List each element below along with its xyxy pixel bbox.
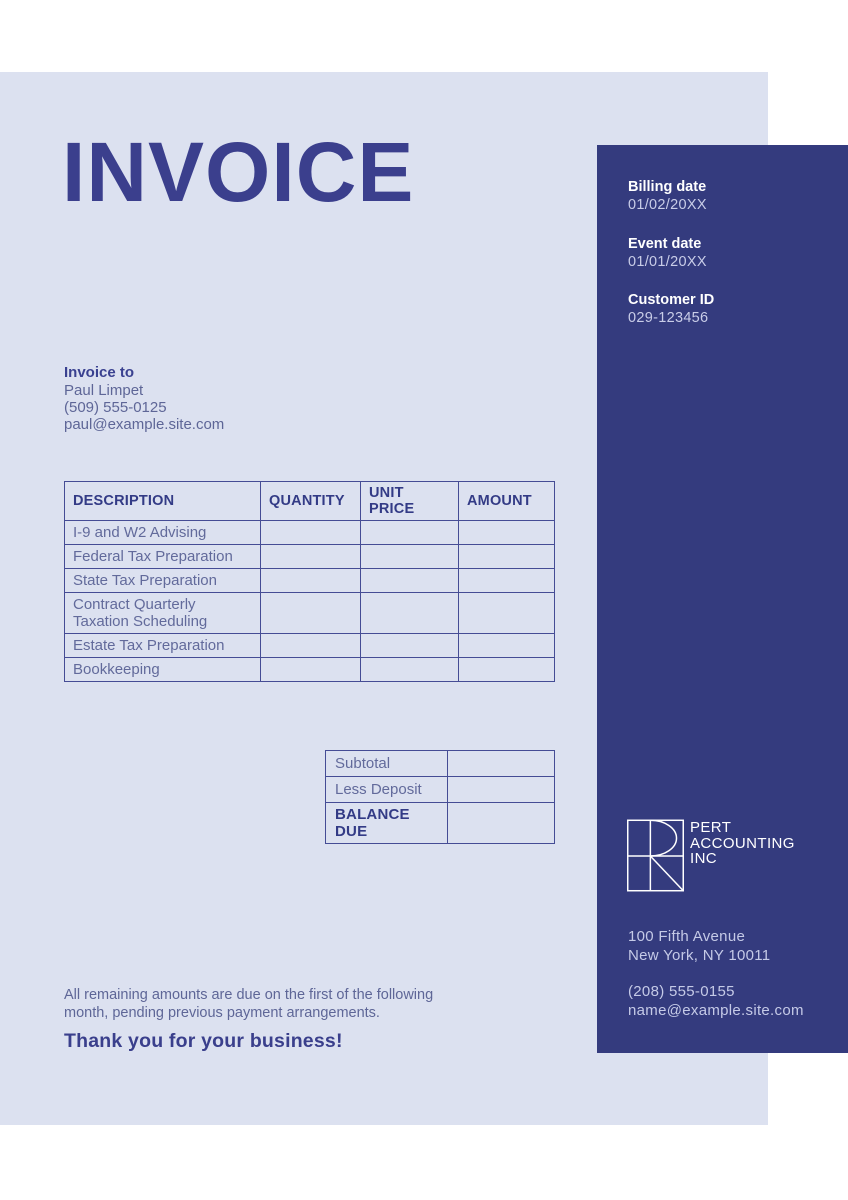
cell-description: Federal Tax Preparation [65,545,261,569]
column-header-unit-price: UNIT PRICE [361,482,459,521]
line-items-header-row [65,482,555,521]
balance-due-value [448,803,555,844]
cell-quantity [261,569,361,593]
company-name-line1: PERT [690,819,732,836]
table-row [65,569,555,593]
cell-unit-price [361,569,459,593]
event-date-label: Event date [628,236,702,252]
cell-quantity [261,593,361,634]
customer-id-value: 029-123456 [628,310,709,326]
company-address [628,928,770,965]
less-deposit-row [326,777,555,803]
payment-terms-line1: All remaining amounts are due on the first of the following [64,987,434,1003]
column-header-description: DESCRIPTION [65,482,261,521]
invoice-to-label: Invoice to [64,364,135,381]
company-logo-r-monogram-icon [627,817,684,894]
cell-description: Bookkeeping [65,658,261,682]
customer-phone: (509) 555-0125 [64,399,167,416]
line-items-table [64,481,555,682]
less-deposit-label: Less Deposit [326,777,448,803]
event-date-value: 01/01/20XX [628,254,707,270]
cell-unit-price [361,593,459,634]
company-name-line3: INC [690,850,718,867]
table-row [65,658,555,682]
cell-amount [459,658,555,682]
cell-quantity [261,545,361,569]
cell-amount [459,593,555,634]
balance-due-label: BALANCE DUE [326,803,448,844]
cell-description: Contract Quarterly Taxation Scheduling [65,593,261,634]
sidebar [597,145,848,1053]
page-title: INVOICE [62,125,415,219]
cell-unit-price [361,658,459,682]
subtotal-row [326,751,555,777]
table-row [65,545,555,569]
company-phone: (208) 555-0155 [628,983,735,1000]
table-row [65,593,555,634]
cell-quantity [261,521,361,545]
table-row [65,521,555,545]
customer-id-label: Customer ID [628,292,715,308]
billing-date-label: Billing date [628,179,707,195]
company-name [690,820,795,867]
totals-table [325,750,555,844]
cell-description: Estate Tax Preparation [65,634,261,658]
company-email: name@example.site.com [628,1001,804,1019]
cell-amount [459,634,555,658]
invoice-to-block [64,364,224,433]
thank-you-message: Thank you for your business! [64,1030,343,1052]
customer-id-block [628,291,714,327]
less-deposit-value [448,777,555,803]
company-name-line2: ACCOUNTING [690,834,795,852]
table-row [65,634,555,658]
subtotal-value [448,751,555,777]
subtotal-label: Subtotal [326,751,448,777]
company-address-line1: 100 Fifth Avenue [628,928,746,945]
column-header-quantity: QUANTITY [261,482,361,521]
balance-due-row [326,803,555,844]
company-address-line2: New York, NY 10011 [628,946,771,964]
payment-terms-note [64,987,484,1022]
cell-description: I-9 and W2 Advising [65,521,261,545]
company-contact [628,983,804,1020]
customer-email: paul@example.site.com [64,416,225,433]
cell-amount [459,521,555,545]
cell-amount [459,569,555,593]
customer-name: Paul Limpet [64,382,144,399]
cell-quantity [261,658,361,682]
cell-unit-price [361,545,459,569]
event-date-block [628,235,707,271]
billing-date-block [628,178,707,214]
billing-date-value: 01/02/20XX [628,197,707,213]
cell-description: State Tax Preparation [65,569,261,593]
cell-amount [459,545,555,569]
cell-quantity [261,634,361,658]
cell-unit-price [361,634,459,658]
cell-unit-price [361,521,459,545]
payment-terms-line2: month, pending previous payment arrangements. [64,1004,380,1021]
column-header-amount: AMOUNT [459,482,555,521]
